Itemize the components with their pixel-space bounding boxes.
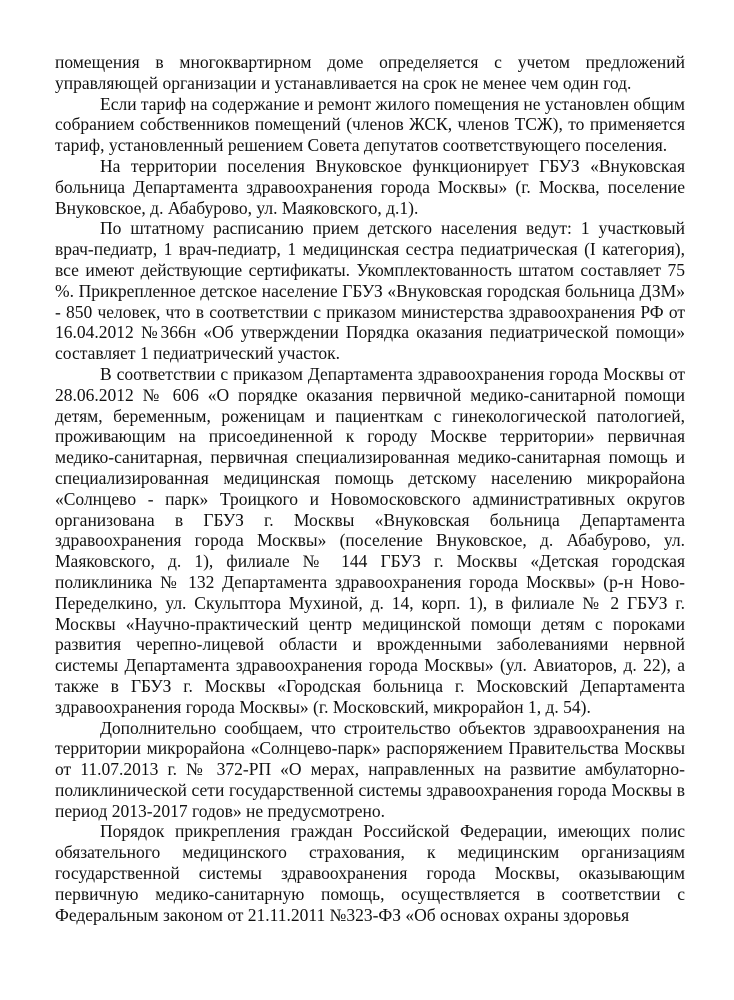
paragraph-construction: Дополнительно сообщаем, что строительство объектов здравоохранения на территории микрорайона «Солнцево-парк» распоряжением Правительства Москвы от 11.07.2013 г. № 372-РП «О мерах, направленных на развитие амбулаторно-поликлинической сети государственной системы здравоохранения города Москвы в период 2013-2017 годов» не предусмотрено. (55, 717, 685, 821)
paragraph-tariff-default: Если тариф на содержание и ремонт жилого помещения не установлен общим собранием собственников помещений (членов ЖСК, членов ТСЖ), то применяется тариф, установленный решением Совета депутатов соответствующего поселения. (55, 93, 685, 156)
paragraph-tariff-continuation: помещения в многоквартирном доме определяется с учетом предложений управляющей организации и устанавливается на срок не менее чем один год. (55, 52, 685, 93)
document-body (55, 52, 685, 925)
paragraph-hospital: На территории поселения Внуковское функционирует ГБУЗ «Внуковская больница Департамента здравоохранения города Москвы» (г. Москва, поселение Внуковское, д. Абабурово, ул. Маяковского, д.1). (55, 155, 685, 218)
paragraph-attachment-order: Порядок прикрепления граждан Российской Федерации, имеющих полис обязательного медицинского страхования, к медицинским организациям государственной системы здравоохранения города Москвы, оказывающим первичную медико-санитарную помощь, осуществляется в соответствии с Федеральным законом от 21.11.2011 №323-ФЗ «Об основах охраны здоровья (55, 821, 685, 925)
paragraph-pediatric-staff: По штатному расписанию прием детского населения ведут: 1 участковый врач-педиатр, 1 врач-педиатр, 1 медицинская сестра педиатрическая (I категория), все имеют действующие сертификаты. Укомплектованность штатом составляет 75 %. Прикрепленное детское население ГБУЗ «Внуковская городская больница ДЗМ» - 850 человек, что в соответствии с приказом министерства здравоохранения РФ от 16.04.2012 №366н «Об утверждении Порядка оказания педиатрической помощи» составляет 1 педиатрический участок. (55, 218, 685, 364)
paragraph-order-606: В соответствии с приказом Департамента здравоохранения города Москвы от 28.06.2012 № 606 «О порядке оказания первичной медико-санитарной помощи детям, беременным, роженицам и пациенткам с гинекологической патологией, проживающим на присоединенной к городу Москве территории» первичная медико-санитарная, первичная специализированная медико-санитарная помощь и специализированная медицинская помощь детскому населению микрорайона «Солнцево - парк» Троицкого и Новомосковского административных округов организована в ГБУЗ г. Москвы «Внуковская больница Департамента здравоохранения города Москвы» (поселение Внуковское, д. Абабурово, ул. Маяковского, д. 1), филиале № 144 ГБУЗ г. Москвы «Детская городская поликлиника № 132 Департамента здравоохранения города Москвы» (р-н Ново-Переделкино, ул. Скульптора Мухиной, д. 14, корп. 1), в филиале № 2 ГБУЗ г. Москвы «Научно-практический центр медицинской помощи детям с пороками развития черепно-лицевой области и врожденными заболеваниями нервной системы Департамента здравоохранения города Москвы» (ул. Авиаторов, д. 22), а также в ГБУЗ г. Москвы «Городская больница г. Московский Департамента здравоохранения города Москвы» (г. Московский, микрорайон 1, д. 54). (55, 363, 685, 717)
